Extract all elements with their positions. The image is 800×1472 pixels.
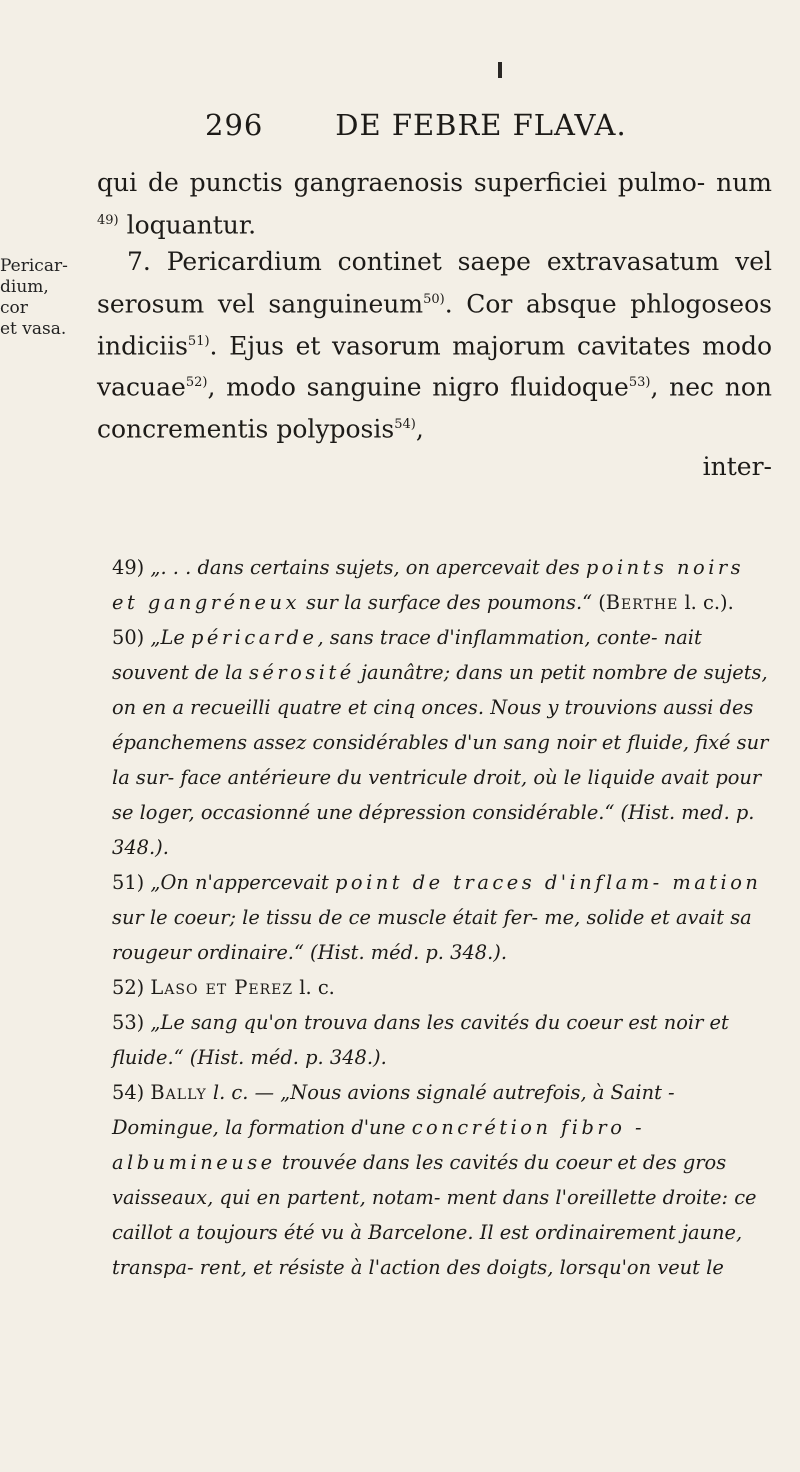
page-header — [205, 108, 745, 142]
catchword: inter- — [702, 452, 772, 482]
ink-mark — [498, 62, 502, 78]
text: , modo sanguine nigro fluidoque — [207, 372, 629, 402]
footnote-number: 53) — [112, 1011, 145, 1034]
footnote-ref: 54) — [394, 417, 416, 433]
text: . Ejus et vasorum majorum cavitates modo vacuae — [97, 330, 772, 402]
text: , nec non concrementis polyposis — [97, 372, 772, 444]
footnote-ref: 53) — [628, 375, 651, 391]
main-text — [97, 164, 772, 486]
footnotes — [112, 550, 770, 1285]
footnote-ref: 49) — [97, 212, 119, 228]
text: „On n'appercevait — [150, 871, 329, 894]
paragraph — [97, 164, 772, 243]
text: points noirs et gangréneux — [112, 556, 745, 614]
footnote — [112, 620, 770, 865]
paragraph — [97, 243, 772, 448]
text: qui de punctis gangraenosis superficiei pulmo- num — [97, 168, 772, 197]
text: ( — [598, 591, 606, 614]
text: , sans trace d'inflammation, conte- nait souvent de la — [112, 626, 702, 684]
text: péricarde — [191, 626, 318, 649]
footnote-ref: 50) — [423, 291, 445, 307]
author: Laso et Perez — [150, 976, 294, 999]
footnote-number: 50) — [112, 626, 145, 649]
text: „. . . dans certains sujets, on apercevait des — [150, 556, 580, 579]
text: (Hist. méd. p. 348.). — [189, 1046, 387, 1069]
text: „Le — [150, 626, 185, 649]
footnote-number: 54) — [112, 1081, 145, 1104]
footnote — [112, 550, 770, 620]
page-number: 296 — [205, 108, 264, 142]
text: concrétion fibro - albumineuse — [112, 1116, 646, 1174]
text: 7. Pericardium continet saepe extravasatum vel serosum vel sanguineum — [97, 247, 772, 319]
footnote — [112, 970, 770, 1005]
margin-note-line: Pericar- — [0, 256, 68, 276]
text: „Le sang qu'on trouva dans les cavités du coeur est noir et fluide.“ — [112, 1011, 729, 1069]
footnote — [112, 865, 770, 970]
text: sur la surface des poumons.“ — [306, 591, 593, 614]
footnote — [112, 1075, 770, 1285]
text: l. c. — [299, 976, 335, 999]
text: . Cor absque phlogoseos indiciis — [97, 289, 772, 360]
margin-note-line: et vasa. — [0, 319, 67, 339]
text: l. c.). — [684, 591, 734, 614]
margin-note-line: dium, cor — [0, 277, 49, 318]
text: , — [415, 414, 424, 444]
text: trouvée dans les cavités du coeur et des gros vaisseaux, qui en partent, notam- ment dans l'oreillette droite: ce caillot a toujours été vu à Barcelone. Il est ordinairement jaune, transpa- rent, et résiste à l'action des doigts, lorsqu'on veut le — [112, 1151, 757, 1279]
author: Berthe — [605, 591, 679, 614]
footnote-number: 52) — [112, 976, 145, 999]
margin-note — [0, 256, 80, 340]
text: loquantur. — [126, 209, 257, 239]
footnote-ref: 51) — [187, 333, 210, 349]
footnote-number: 51) — [112, 871, 145, 894]
footnote-number: 49) — [112, 556, 145, 579]
text: (Hist. méd. p. 348.). — [310, 941, 508, 964]
author: Bally — [150, 1081, 207, 1104]
text: (Hist. med. p. 348.). — [112, 801, 755, 859]
text: l. c. — „Nous avions signalé autrefois, à Saint - Domingue, la formation d'une — [112, 1081, 675, 1139]
text: jaunâtre; dans un petit nombre de sujets, on en a recueilli quatre et cinq onces. Nous y trouvions aussi des épanchemens assez considérables d'un sang noir et fluide, fixé sur la sur- face antérieure du ventricule droit, où le liquide avait pour se loger, occasionné une dépression considérable.“ — [112, 661, 769, 824]
text: point de traces d'inflam- mation — [334, 871, 762, 894]
running-title: DE FEBRE FLAVA. — [335, 108, 627, 142]
footnote — [112, 1005, 770, 1075]
text: sérosité — [248, 661, 355, 684]
footnote-ref: 52) — [185, 375, 208, 391]
text: sur le coeur; le tissu de ce muscle était fer- me, solide et avait sa rougeur ordinaire.“ — [112, 906, 752, 964]
